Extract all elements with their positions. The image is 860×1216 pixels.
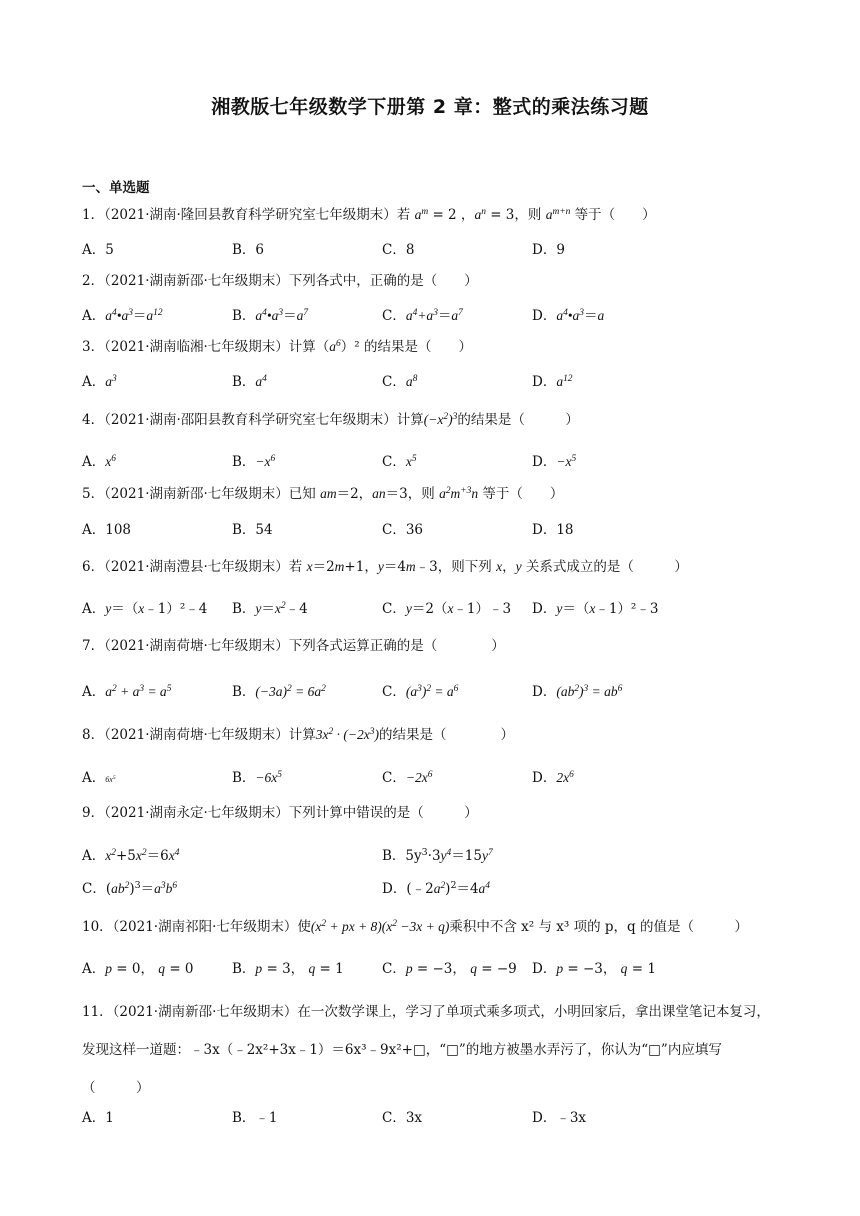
option-d[interactable]: D．$-x^5$ bbox=[532, 453, 577, 470]
option-d[interactable]: D．$(ab^2)^3 = ab^6$ bbox=[532, 683, 623, 700]
math-expression: $a^m$ bbox=[414, 206, 429, 222]
option-b[interactable]: B．6 bbox=[232, 242, 265, 258]
options-6 bbox=[82, 597, 782, 617]
option-d[interactable]: D．9 bbox=[532, 242, 565, 258]
question-4: 4．（2021·湖南·邵阳县教育科学研究室七年级期末）计算$(-x^2)^3$的结果是（ ） bbox=[82, 411, 579, 428]
option-a[interactable]: A．p = 0， q = 0 bbox=[82, 961, 194, 977]
option-b[interactable]: B．54 bbox=[232, 522, 273, 538]
option-b[interactable]: B．p = 3， q = 1 bbox=[232, 961, 344, 977]
question-9: 9．（2021·湖南永定·七年级期末）下列计算中错误的是（ ） bbox=[82, 805, 478, 821]
options-1 bbox=[82, 238, 782, 258]
option-b[interactable]: B．$-6x^5$ bbox=[232, 769, 282, 786]
question-2: 2．（2021·湖南新邵·七年级期末）下列各式中，正确的是（ ） bbox=[82, 273, 478, 289]
options-7 bbox=[82, 680, 782, 700]
option-b[interactable]: B．$-x^6$ bbox=[232, 453, 276, 470]
options-8 bbox=[82, 766, 782, 786]
option-a[interactable]: A．$a^3$ bbox=[82, 373, 117, 390]
option-a[interactable]: A．$x^2+5x^2=6x^4$ bbox=[82, 847, 180, 864]
option-c[interactable]: C．$a^8$ bbox=[382, 373, 418, 390]
option-b[interactable]: B．$5y^3\cdot 3y^4=15y^7$ bbox=[382, 846, 493, 864]
question-10: 10．（2021·湖南祁阳·七年级期末）使($x^2$ + px + $8)(x^2 -3x + q)$乘积中不含 x² 与 x³ 项的 p，q 的值是（ ） bbox=[82, 918, 748, 935]
question-stem: 1．（2021·湖南·隆回县教育科学研究室七年级期末）若 bbox=[82, 207, 415, 223]
option-a[interactable]: A．$a^2 + a^3 = a^5$ bbox=[82, 683, 172, 700]
option-d[interactable]: D．﹣3x bbox=[532, 1110, 587, 1126]
question-5: 5．（2021·湖南新邵·七年级期末）已知 am＝2，an＝3，则 $a^2m^{+3}n$ 等于（ ） bbox=[82, 485, 564, 502]
option-d[interactable]: D．p = −3， q = 1 bbox=[532, 961, 656, 977]
options-3 bbox=[82, 370, 782, 390]
option-a[interactable]: A．y＝（x﹣1）²﹣4 bbox=[82, 601, 208, 617]
section-heading: 一、单选题 bbox=[82, 180, 150, 196]
option-a[interactable]: A．$6x^5$ bbox=[82, 770, 116, 786]
option-c[interactable]: C．$(ab^2)^3=a^3b^6$ bbox=[82, 879, 178, 897]
option-a[interactable]: A．5 bbox=[82, 242, 114, 258]
option-d[interactable]: D．18 bbox=[532, 522, 574, 538]
option-c[interactable]: C．$x^5$ bbox=[382, 453, 417, 470]
option-a[interactable]: A．$a^4•a^3=a^{12}$ bbox=[82, 307, 163, 324]
options-10 bbox=[82, 957, 782, 977]
options-2 bbox=[82, 304, 782, 324]
option-c[interactable]: C．8 bbox=[382, 242, 415, 258]
option-c[interactable]: C．$-2x^6$ bbox=[382, 769, 433, 786]
option-a[interactable]: A．$x^6$ bbox=[82, 453, 116, 470]
question-6: 6．（2021·湖南澧县·七年级期末）若 x＝2m+1，y＝4m﹣3，则下列 x，y 关系式成立的是（ ） bbox=[82, 559, 688, 575]
option-b[interactable]: B．$y=x^2﹣4$ bbox=[232, 600, 308, 617]
option-b[interactable]: B．$a^4$ bbox=[232, 373, 267, 390]
option-c[interactable]: C．36 bbox=[382, 522, 424, 538]
options-9-row-2 bbox=[82, 877, 782, 897]
options-11 bbox=[82, 1106, 782, 1126]
question-1: 1．（2021·湖南·隆回县教育科学研究室七年级期末）若 $a^m = 2$ ，$a^n = 3$，则 $a^{m+n}$ 等于（ ） bbox=[82, 206, 656, 223]
option-d[interactable]: D．y＝（x﹣1）²﹣3 bbox=[532, 601, 659, 617]
option-d[interactable]: D．$(﹣2a^2)^2=4a^4$ bbox=[382, 879, 491, 897]
options-9-row-1 bbox=[82, 844, 782, 864]
options-4 bbox=[82, 450, 782, 470]
question-7: 7．（2021·湖南荷塘·七年级期末）下列各式运算正确的是（ ） bbox=[82, 638, 505, 654]
option-b[interactable]: B．$a^4•a^3=a^7$ bbox=[232, 307, 309, 324]
option-c[interactable]: C．$a^4+a^3=a^7$ bbox=[382, 307, 463, 324]
options-5 bbox=[82, 518, 782, 538]
question-stem-end: 等于（ ） bbox=[570, 207, 656, 223]
option-b[interactable]: B．$(-3a)^2 = 6a^2$ bbox=[232, 683, 326, 700]
option-d[interactable]: D．$a^{12}$ bbox=[532, 373, 573, 390]
option-a[interactable]: A．1 bbox=[82, 1110, 114, 1126]
option-d[interactable]: D．$a^4•a^3=a$ bbox=[532, 307, 605, 324]
option-d[interactable]: D．$2x^6$ bbox=[532, 769, 574, 786]
option-c[interactable]: C．$(a^3)^2 = a^6$ bbox=[382, 683, 459, 700]
question-8: 8．（2021·湖南荷塘·七年级期末）计算$3x^2 \cdot (-2x^3)$的结果是（ ） bbox=[82, 726, 514, 743]
option-b[interactable]: B．﹣1 bbox=[232, 1110, 278, 1126]
question-11: 11．（2021·湖南新邵·七年级期末）在一次数学课上，学习了单项式乘多项式，小明回家后，拿出课堂笔记本复习，发现这样一道题：﹣3x（﹣2x²+3x﹣1）＝6x³﹣9x²+□，“□”的地方被墨水弄污了，你认为“□”内应填写（ ） bbox=[82, 1004, 770, 1096]
question-3: 3．（2021·湖南临湘·七年级期末）计算$(a^6)^2$ 的结果是（ ） bbox=[82, 338, 472, 355]
option-c[interactable]: C．3x bbox=[382, 1110, 423, 1126]
option-c[interactable]: C．y＝2（x﹣1）﹣3 bbox=[382, 601, 512, 617]
option-a[interactable]: A．108 bbox=[82, 522, 132, 538]
page-title: 湘教版七年级数学下册第 2 章：整式的乘法练习题 bbox=[211, 96, 649, 118]
option-c[interactable]: C．p = −3， q = −9 bbox=[382, 961, 517, 977]
